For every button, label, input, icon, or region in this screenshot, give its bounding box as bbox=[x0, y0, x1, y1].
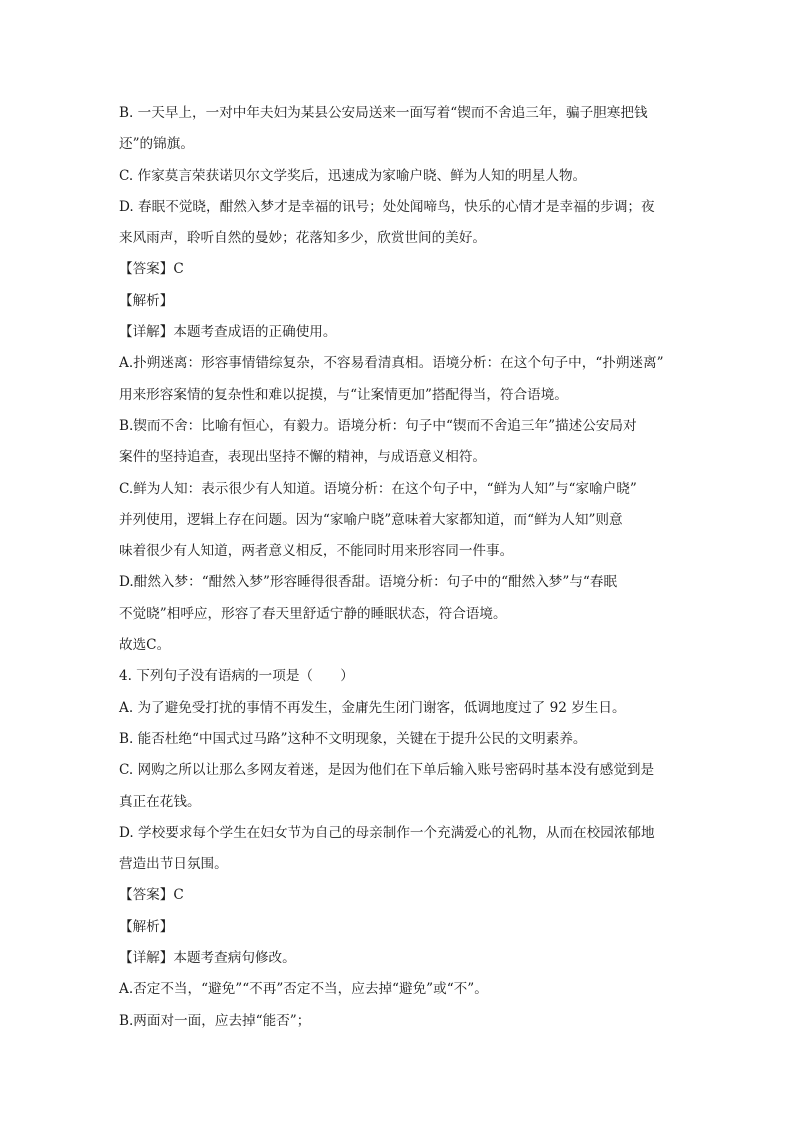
answer-label: 【答案】C bbox=[119, 887, 184, 904]
option-a: A. 为了避免受打扰的事情不再发生，金庸先生闭门谢客，低调地度过了 92 岁生日。 bbox=[119, 699, 626, 716]
text-line: 不觉晓”相呼应，形容了春天里舒适宁静的睡眠状态，符合语境。 bbox=[119, 605, 507, 622]
text-line: B. 一天早上，一对中年夫妇为某县公安局送来一面写着“锲而不舍追三年，骗子胆寒把钱 bbox=[119, 105, 648, 121]
text-line: D.酣然入梦：“酣然入梦”形容睡得很香甜。语境分析：句子中的“酣然入梦”与“春眠 bbox=[119, 574, 618, 591]
text-line: C. 作家莫言荣获诺贝尔文学奖后，迅速成为家喻户晓、鲜为人知的明星人物。 bbox=[119, 167, 587, 184]
option-b: B. 能否杜绝“中国式过马路”这种不文明现象，关键在于提升公民的文明素养。 bbox=[119, 730, 587, 747]
text-line: D. 春眠不觉晓，酣然入梦才是幸福的讯号；处处闻啼鸟，快乐的心情才是幸福的步调；夜 bbox=[119, 198, 655, 215]
text-line: 用来形容案情的复杂性和难以捉摸，与“让案情更加”搭配得当，符合语境。 bbox=[119, 386, 568, 403]
text-line: 还”的锦旗。 bbox=[119, 136, 194, 153]
detail-label: 【详解】本题考查病句修改。 bbox=[119, 950, 296, 967]
conclusion-line: 故选C。 bbox=[119, 637, 171, 654]
option-d-cont: 营造出节日氛围。 bbox=[119, 856, 228, 873]
text-line: 案件的坚持追查，表现出坚持不懈的精神，与成语意义相符。 bbox=[119, 449, 487, 466]
answer-label: 【答案】C bbox=[119, 261, 184, 278]
text-line: 味着很少有人知道，两者意义相反，不能同时用来形容同一件事。 bbox=[119, 543, 514, 560]
question-title: 4. 下列句子没有语病的一项是（ ） bbox=[119, 668, 354, 685]
analysis-label: 【解析】 bbox=[119, 918, 174, 935]
option-c: C. 网购之所以让那么多网友着迷，是因为他们在下单后输入账号密码时基本没有感觉到是 bbox=[119, 762, 655, 779]
text-line: A.否定不当，“避免”“不再”否定不当，应去掉“避免”或“不”。 bbox=[119, 981, 488, 998]
analysis-label: 【解析】 bbox=[119, 292, 174, 309]
detail-label: 【详解】本题考查成语的正确使用。 bbox=[119, 324, 337, 341]
document-body bbox=[119, 98, 679, 1037]
text-line: 来风雨声，聆听自然的曼妙；花落知多少，欣赏世间的美好。 bbox=[119, 230, 487, 247]
option-d: D. 学校要求每个学生在妇女节为自己的母亲制作一个充满爱心的礼物，从而在校园浓郁地 bbox=[119, 824, 655, 841]
option-c-cont: 真正在花钱。 bbox=[119, 793, 201, 810]
text-line: B.锲而不舍：比喻有恒心，有毅力。语境分析：句子中“锲而不舍追三年”描述公安局对 bbox=[119, 417, 637, 434]
text-line: A.扑朔迷离：形容事情错综复杂，不容易看清真相。语境分析：在这个句子中，“扑朔迷离” bbox=[119, 355, 664, 372]
text-line: 并列使用，逻辑上存在问题。因为“家喻户晓”意味着大家都知道，而“鲜为人知”则意 bbox=[119, 511, 623, 528]
text-line: C.鲜为人知：表示很少有人知道。语境分析：在这个句子中，“鲜为人知”与“家喻户晓” bbox=[119, 480, 637, 497]
text-line: B.两面对一面，应去掉“能否”； bbox=[119, 1012, 311, 1029]
